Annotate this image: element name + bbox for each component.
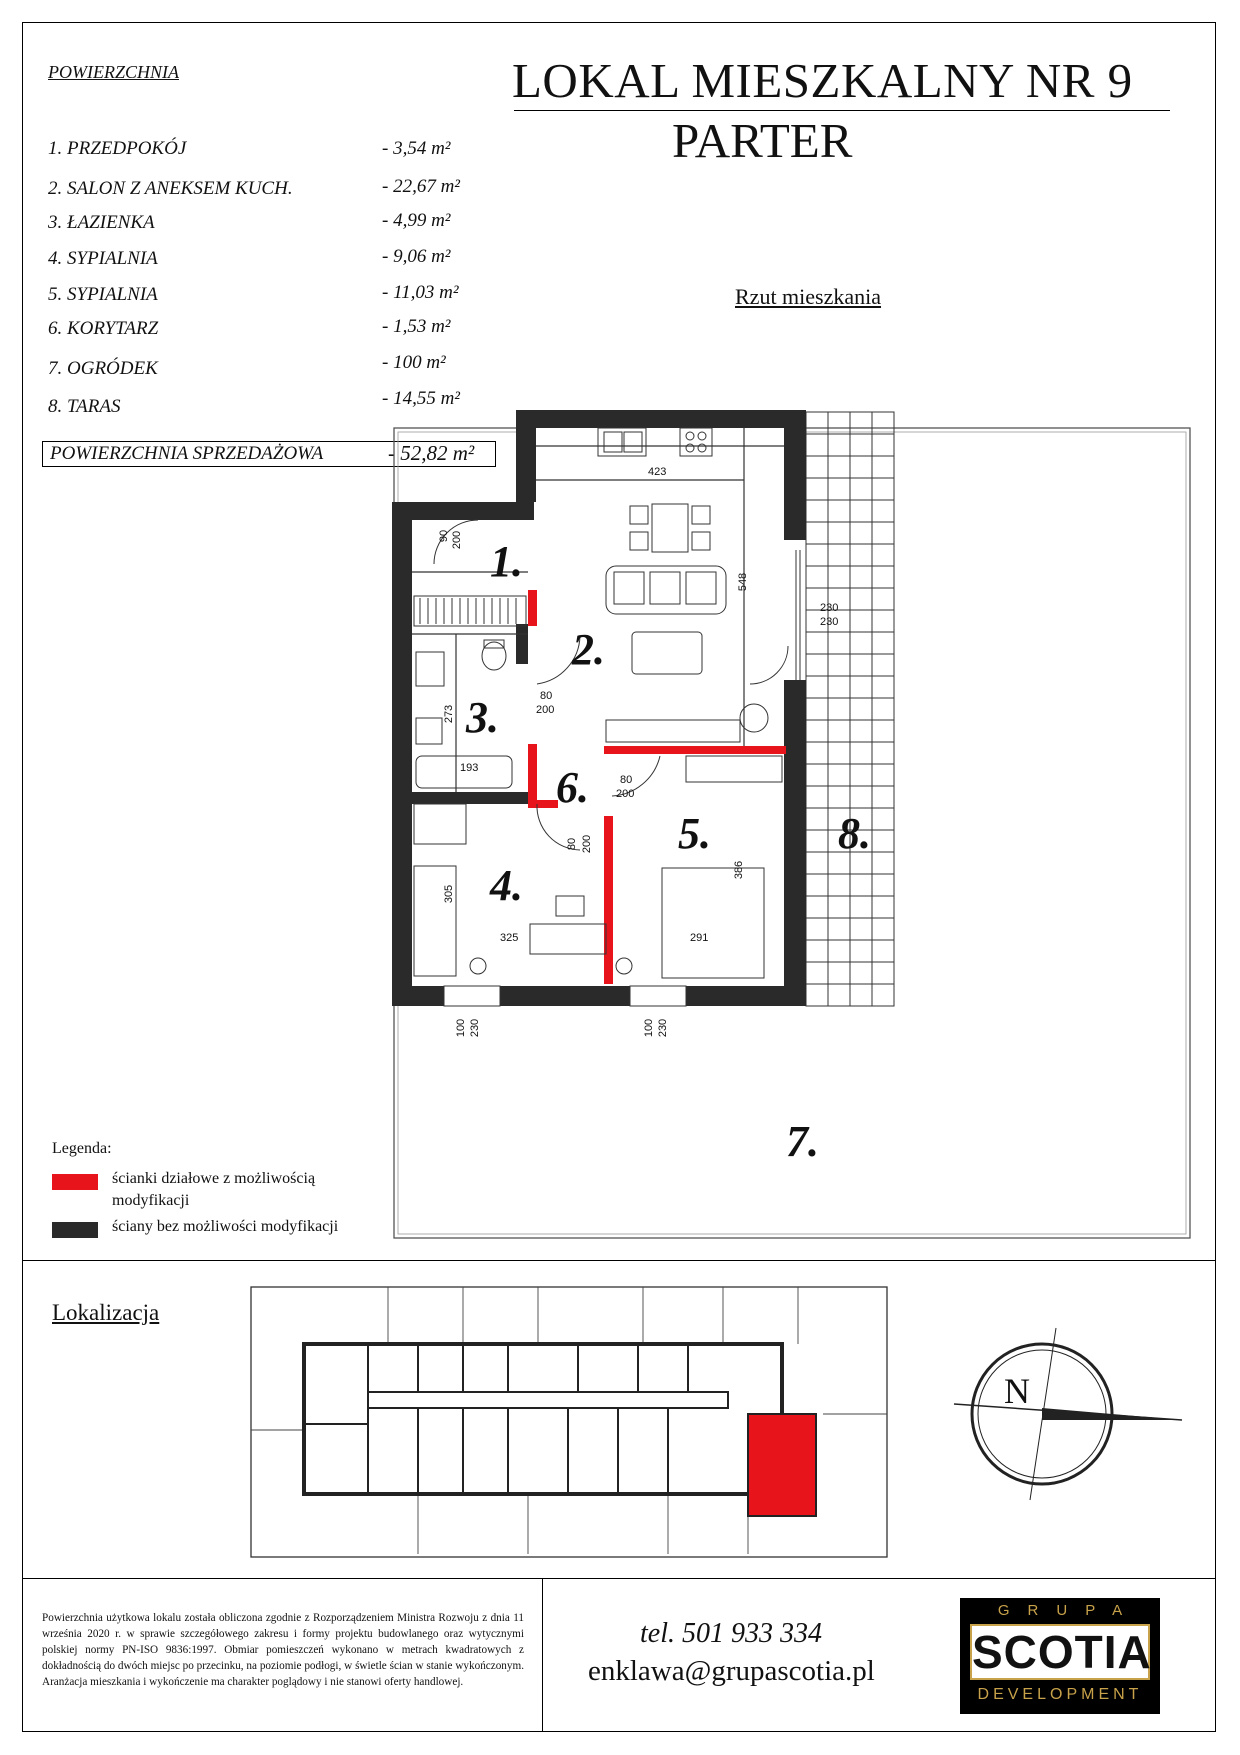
surface-heading: POWIERZCHNIA [48,62,179,82]
compass [950,1324,1190,1504]
room-name-3: 3. ŁAZIENKA [48,212,155,233]
dim-room4-depth: 305 [443,884,456,904]
room-name-8: 8. TARAS [48,396,121,417]
company-logo [960,1598,1160,1714]
room-area-4: - 9,06 m² [382,246,451,267]
legend-text-modifiable: ścianki działowe z możliwością modyfikacji [112,1170,316,1209]
room-number-1: 1. [490,537,523,586]
room-area-7: - 100 m² [382,352,446,373]
dim-door-b4: 80 [566,837,579,851]
room-number-5: 5. [678,809,711,858]
sales-area-label: POWIERZCHNIA SPRZEDAŻOWA [50,443,324,464]
dim-door-entry-h: 200 [451,530,464,550]
sales-area-value: - 52,82 m² [388,441,475,465]
dim-window-w: 230 [820,602,839,614]
room-name-7: 7. OGRÓDEK [48,358,158,379]
dim-window-low1-h: 230 [469,1018,482,1038]
room-number-6: 6. [556,763,589,812]
legend-swatch-modifiable [52,1174,98,1190]
dim-room5-width: 291 [690,932,709,944]
dim-room4-width: 325 [500,932,519,944]
dim-door-bath-h: 200 [536,704,555,716]
legend-text-structural: ściany bez możliwości modyfikacji [112,1218,339,1235]
dim-door-b4-h: 200 [581,834,594,854]
room-name-1: 1. PRZEDPOKÓJ [48,138,187,159]
room-number-2: 2. [572,625,605,674]
terrace-tiles [806,412,894,1006]
dim-kitchen-width: 423 [648,466,667,478]
page-title: LOKAL MIESZKALNY NR 9 [512,53,1133,108]
dim-door-b5: 80 [620,774,633,786]
contact-email[interactable]: enklawa@grupascotia.pl [588,1655,875,1687]
room-number-4: 4. [490,861,523,910]
logo-top-text: GRUPA [997,1602,1141,1619]
dim-salon-depth: 548 [737,572,750,592]
dim-window-h: 230 [820,616,839,628]
dim-door-entry: 90 [438,529,451,543]
legend-title: Legenda: [52,1140,112,1157]
room-area-1: - 3,54 m² [382,138,451,159]
room-number-7: 7. [786,1117,819,1166]
room-name-4: 4. SYPIALNIA [48,248,158,269]
room-number-3: 3. [466,693,499,742]
divider-plan-location [22,1260,1216,1261]
dim-door-bath: 80 [540,690,553,702]
dim-bathtub: 193 [460,762,479,774]
room-name-5: 5. SYPIALNIA [48,284,158,305]
room-name-6: 6. KORYTARZ [48,318,159,339]
contact-phone[interactable]: tel. 501 933 334 [640,1618,822,1649]
dim-window-low1: 100 [455,1018,468,1038]
plan-label: Rzut mieszkania [735,284,882,309]
location-highlight [748,1414,816,1516]
room-name-2: 2. SALON Z ANEKSEM KUCH. [48,178,293,199]
dim-door-b5-h: 200 [616,788,635,800]
room-area-3: - 4,99 m² [382,210,451,231]
compass-north-label: N [1004,1371,1030,1411]
room-area-6: - 1,53 m² [382,316,451,337]
dim-window-low2: 100 [643,1018,656,1038]
room-number-8: 8. [838,809,871,858]
divider-location-footer [22,1578,1216,1579]
logo-main-text: SCOTIA [972,1626,1152,1678]
dim-bath-depth: 273 [443,704,456,724]
location-map [248,1284,890,1560]
room-area-2: - 22,67 m² [382,176,460,197]
legend-swatch-structural [52,1222,98,1238]
logo-bottom-text: DEVELOPMENT [977,1686,1143,1703]
dim-window-low2-h: 230 [657,1018,670,1038]
page-subtitle: PARTER [672,113,853,168]
dim-room5-depth: 386 [733,860,746,880]
legal-note: Powierzchnia użytkowa lokalu została obliczona zgodnie z Rozporządzeniem Ministra Rozwoju z dnia 11 września 2020 r. w sprawie szczegółowego zakresu i formy projektu budowlanego oraz wytycznymi polskiej normy PN-ISO 9836:1997. Obmiar pomieszczeń wykonano w metrach kwadratowych z dokładnością do dwóch miejsc po przecinku, na poziomie podłogi, w świetle ścian w stanie wykończonym. Aranżacja mieszkania i wykończenie ma charakter poglądowy i nie stanowi oferty handlowej. [42,1612,524,1688]
divider-footer-note [542,1578,543,1732]
room-area-8: - 14,55 m² [382,388,460,409]
room-area-5: - 11,03 m² [382,282,459,303]
location-title: Lokalizacja [52,1300,160,1325]
